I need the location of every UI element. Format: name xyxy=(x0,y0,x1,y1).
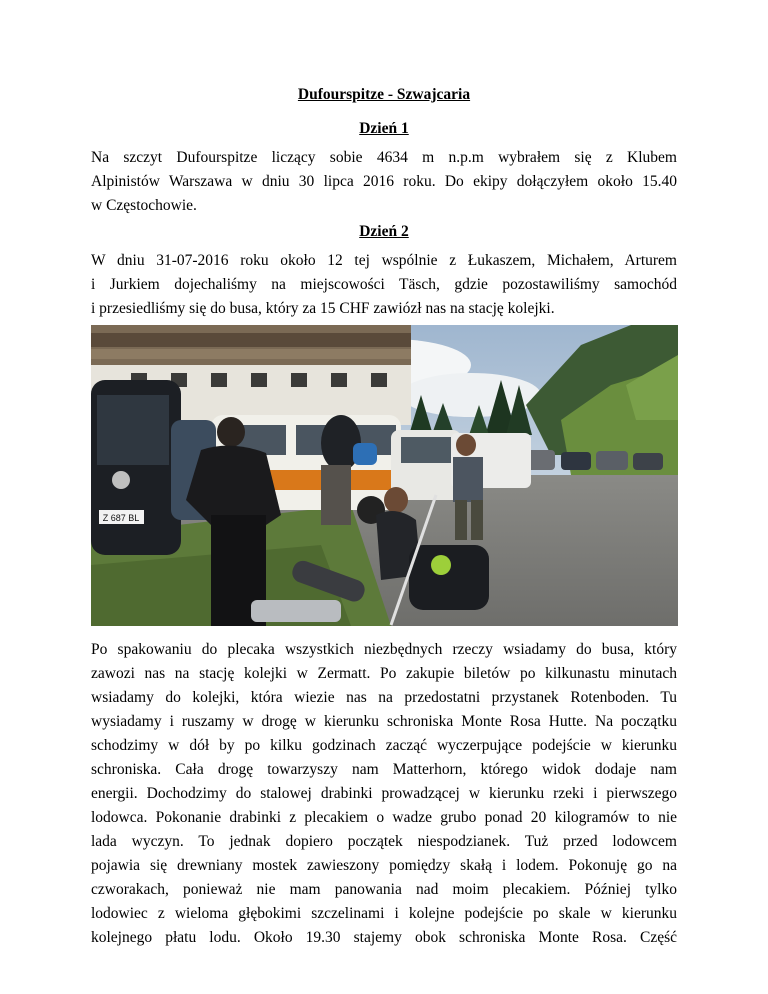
narrative-line: energii. Dochodzimy do stalowej drabinki prowadzącej w kierunku rzeki i pierwszego xyxy=(91,785,677,802)
narrative-line: schodzimy w dół by po kilku godzinach zacząć wyczerpujące podejście w kierunku xyxy=(91,737,677,754)
narrative-line: lodowiec z wieloma głębokimi szczelinami i kolejne podejście po skale w kierunku xyxy=(91,905,677,922)
narrative-line: pojawia się drewniany mostek zawieszony pomiędzy skałą i lodem. Pokonuję go na xyxy=(91,857,677,874)
narrative-line: lada wyczyn. To jednak dopiero początek niespodzianek. Tuż przed lodowcem xyxy=(91,833,677,850)
day1-line: w Częstochowie. xyxy=(91,197,197,214)
trip-photo xyxy=(91,325,678,626)
day1-line: Alpinistów Warszawa w dniu 30 lipca 2016 roku. Do ekipy dołączyłem około 15.40 xyxy=(91,173,677,190)
narrative-line: lodowca. Pokonanie drabinki z plecakiem o wadze grubo ponad 20 kilogramów to nie xyxy=(91,809,677,826)
narrative-line: wysiadamy i ruszamy w drogę w kierunku schroniska Monte Rosa Hutte. Na początku xyxy=(91,713,677,730)
narrative-line: kolejnego płatu lodu. Około 19.30 stajemy obok schroniska Monte Rosa. Część xyxy=(91,929,677,946)
day2-line: i przesiedliśmy się do busa, który za 15 CHF zawiózł nas na stację kolejki. xyxy=(91,300,555,317)
day1-heading: Dzień 1 xyxy=(359,120,409,137)
day2-line: W dniu 31-07-2016 roku około 12 tej wspólnie z Łukaszem, Michałem, Arturem xyxy=(91,252,677,269)
narrative-line: Po spakowaniu do plecaka wszystkich niezbędnych rzeczy wsiadamy do busa, który xyxy=(91,641,677,658)
document-title: Dufourspitze - Szwajcaria xyxy=(297,86,471,103)
narrative-line: schroniska. Cała drogę towarzyszy nam Matterhorn, którego widok dodaje nam xyxy=(91,761,677,778)
day1-line: Na szczyt Dufourspitze liczący sobie 4634 m n.p.m wybrałem się z Klubem xyxy=(91,149,677,166)
day2-paragraph xyxy=(91,249,677,321)
narrative-line: wsiadamy do kolejki, która wiezie nas na przedostatni przystanek Rotenboden. Tu xyxy=(91,689,677,706)
narrative-paragraph xyxy=(91,638,677,950)
day1-paragraph xyxy=(91,146,677,218)
day2-line: i Jurkiem dojechaliśmy na miejscowości Täsch, gdzie pozostawiliśmy samochód xyxy=(91,276,677,293)
van-plate: Z 687 BL xyxy=(102,513,140,523)
narrative-line: zawozi nas na stację kolejki w Zermatt. Po zakupie biletów po kilkunastu minutach xyxy=(91,665,677,682)
narrative-line: czworakach, ponieważ nie mam panowania nad moim plecakiem. Później tylko xyxy=(91,881,677,898)
day2-heading: Dzień 2 xyxy=(359,223,409,240)
